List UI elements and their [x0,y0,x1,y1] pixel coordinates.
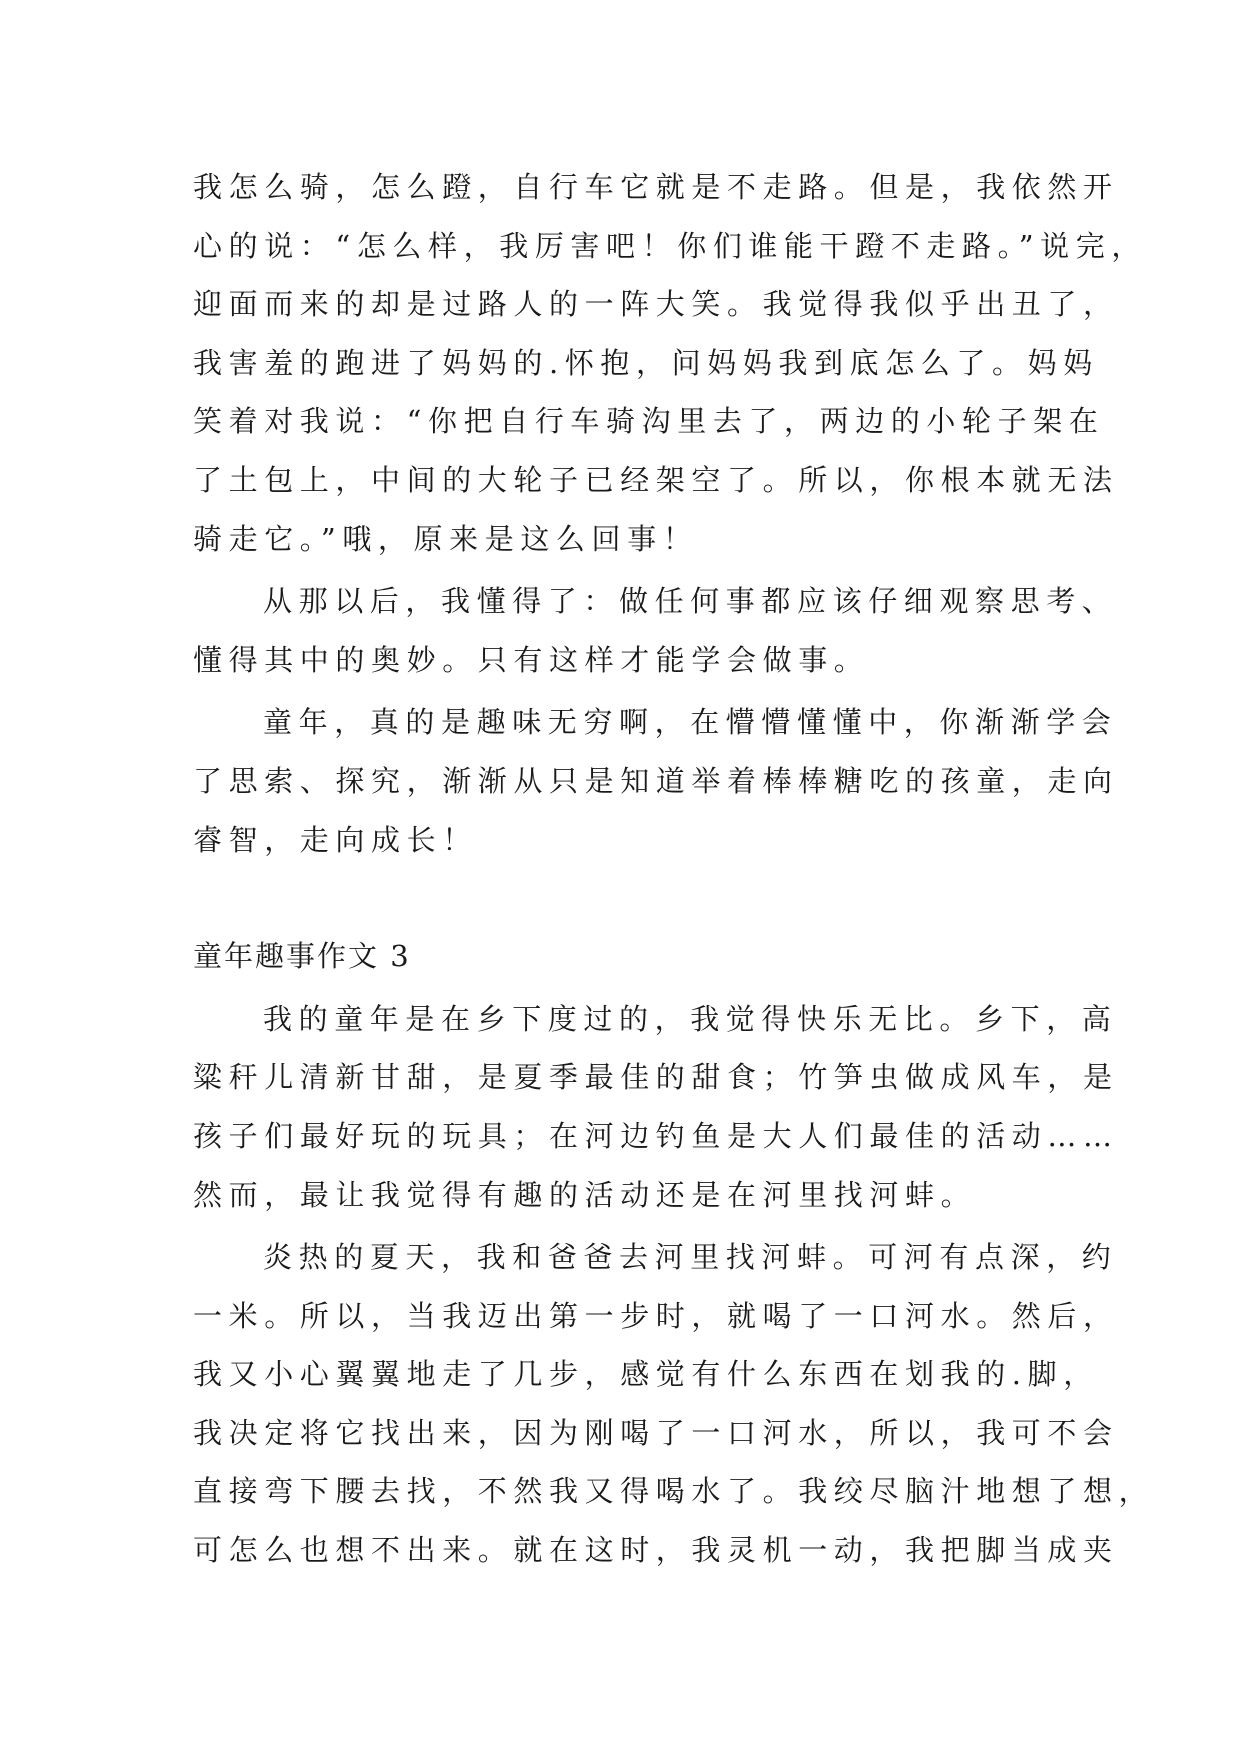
text-line: 然而，最让我觉得有趣的活动还是在河里找河蚌。 [193,1177,977,1212]
paragraph [193,572,1118,689]
text-line: 我又小心翼翼地走了几步，感觉有什么东西在划我的.脚， [193,1357,1099,1392]
document-body-bottom [193,990,1155,1580]
text-line: 我害羞的跑进了妈妈的.怀抱，问妈妈我到底怎么了。妈妈 [193,345,1099,380]
text-line: 我怎么骑，怎么蹬，自行车它就是不走路。但是，我依然开 [193,170,1119,204]
text-line: 可怎么也想不出来。就在这时，我灵机一动，我把脚当成夹 [193,1533,1119,1568]
text-line: 炎热的夏天，我和爸爸去河里找河蚌。可河有点深，约 [263,1240,1118,1275]
text-line: 了土包上，中间的大轮子已经架空了。所以，你根本就无法 [193,462,1119,497]
text-line: 懂得其中的奥妙。只有这样才能学会做事。 [193,642,870,677]
text-line: 骑走它。”哦，原来是这么回事！ [193,521,699,556]
text-line: 心的说：“怎么样，我厉害吧！你们谁能干蹬不走路。”说完， [193,228,1147,263]
text-line: 迎面而来的却是过路人的一阵大笑。我觉得我似乎出丑了， [193,287,1119,322]
document-body-top [193,158,1147,869]
text-line: 我决定将它找出来，因为刚喝了一口河水，所以，我可不会 [193,1415,1119,1450]
text-line: 我的童年是在乡下度过的，我觉得快乐无比。乡下，高 [263,1001,1118,1036]
text-line: 粱秆儿清新甘甜，是夏季最佳的甜食；竹笋虫做成风车，是 [193,1060,1119,1095]
paragraph [193,158,1147,568]
text-line: 笑着对我说：“你把自行车骑沟里去了，两边的小轮子架在 [193,404,1105,439]
text-line: 睿智，走向成长！ [193,822,478,857]
paragraph [193,693,1119,869]
paragraph [193,1228,1155,1580]
text-line: 童年，真的是趣味无穷啊，在懵懵懂懂中，你渐渐学会 [263,705,1118,740]
paragraph [193,990,1119,1224]
text-line: 了思索、探究，渐渐从只是知道举着棒棒糖吃的孩童，走向 [193,763,1119,798]
document-page [193,158,1155,1584]
text-line: 孩子们最好玩的玩具；在河边钓鱼是大人们最佳的活动…… [193,1118,1119,1153]
section-heading: 童年趣事作文 3 [193,939,411,974]
text-line: 从那以后，我懂得了：做任何事都应该仔细观察思考、 [263,584,1118,619]
text-line: 一米。所以，当我迈出第一步时，就喝了一口河水。然后， [193,1298,1119,1333]
text-line: 直接弯下腰去找，不然我又得喝水了。我绞尽脑汁地想了想， [193,1474,1155,1509]
